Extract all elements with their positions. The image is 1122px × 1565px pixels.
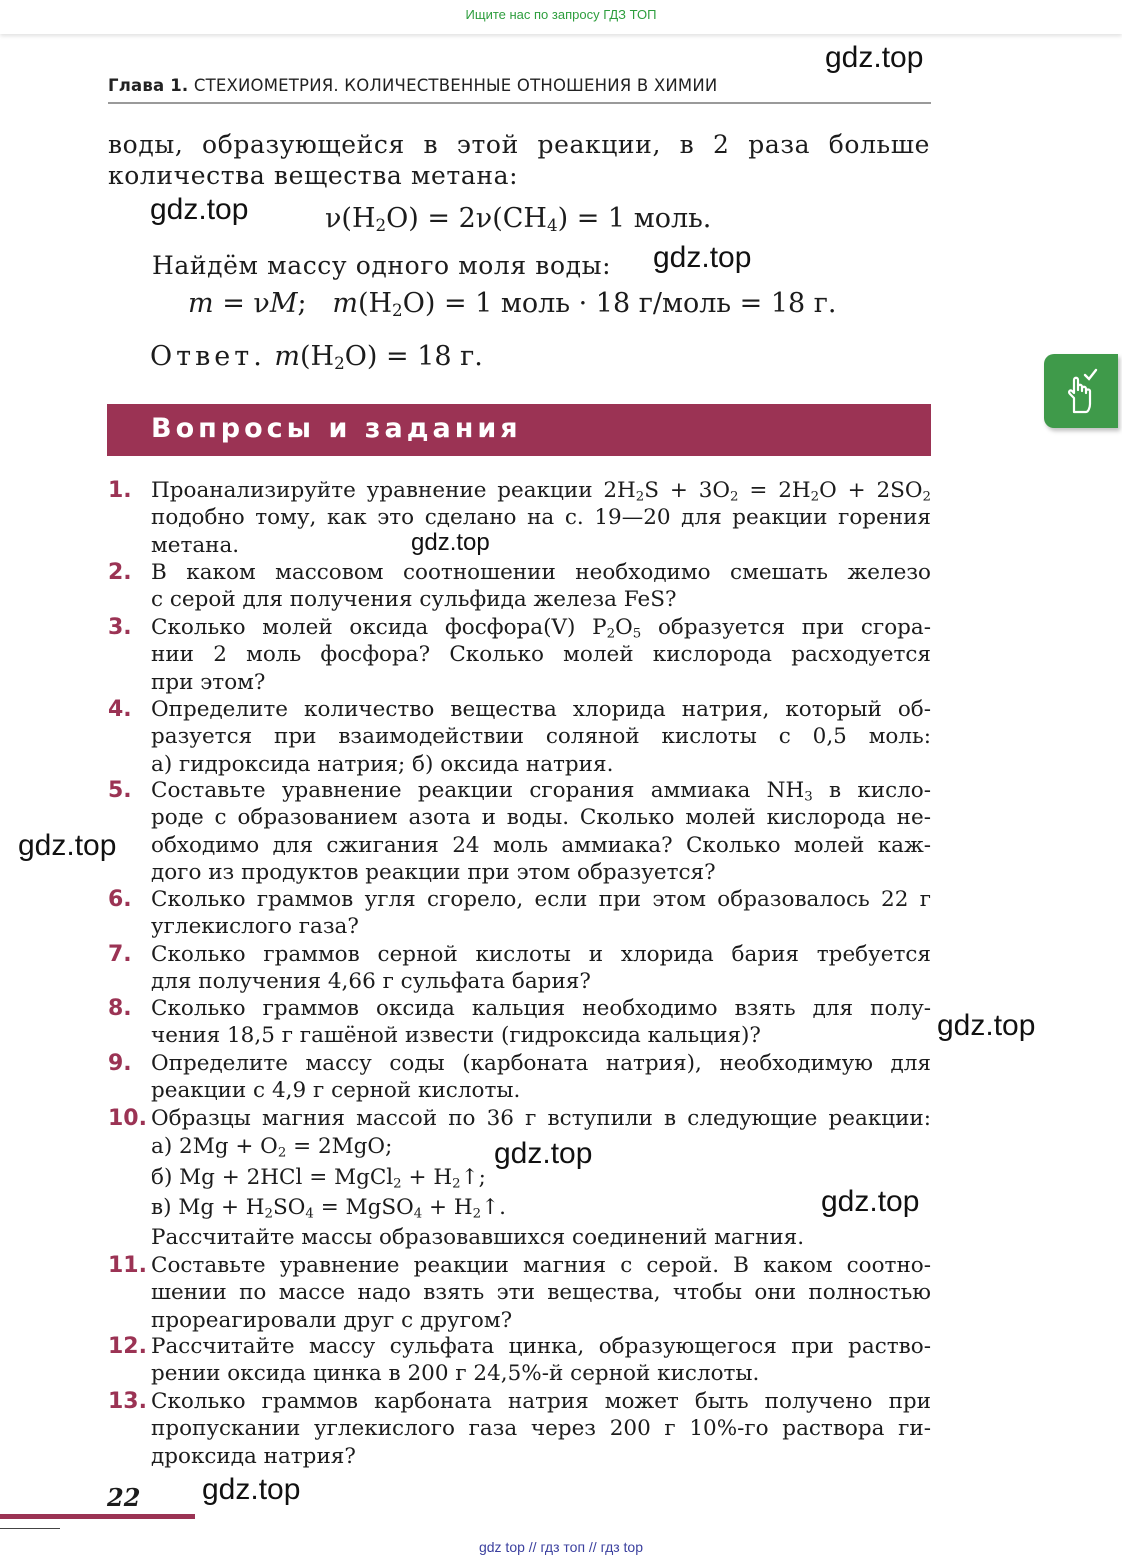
page-number: 22 [107,1483,141,1512]
question-number: 3. [108,615,132,640]
answer-label: Ответ. [150,341,266,372]
question-number: 8. [108,996,132,1021]
answer-line: Ответ. $m(H_2O) = 18$ г. [150,341,483,374]
question-number: 12. [108,1334,147,1359]
find-mass-text: Найдём массу одного моля воды: [152,251,612,280]
top-search-banner [0,0,1122,34]
watermark: gdz.top [821,1185,920,1218]
watermark: gdz.top [937,1009,1036,1042]
intro-line-1: воды, образующейся в этой реакции, в 2 раза больше [108,130,930,159]
question-number: 4. [108,697,132,722]
formula-moles-water: $\nu(H_2O) = 2\nu(CH_4) = 1$ моль. [325,203,712,236]
question-text: В каком массовом соотношении необходимо смешать железо с серой для получения сульфида железа FeS? [151,560,931,613]
section-banner [107,404,931,456]
question-text: Составьте уравнение реакции сгорания аммиака $NH_3$ в кисло- роде с образованием азота и воды. Сколько молей кислорода не- обходимо для сжигания 24 моль аммиака? Сколько молей каж- дого из продуктов реакции при этом образуется? [151,778,932,885]
question-number: 7. [108,942,132,967]
formula-mass-water: m = νM; $m(H_2O) = 1$ моль · 18 г/моль = 18 г. [188,288,837,321]
question-number: 13. [108,1389,147,1414]
search-hint-text: Ищите нас по запросу ГДЗ ТОП [465,7,657,22]
watermark: gdz.top [494,1137,593,1170]
question-text: Определите количество вещества хлорида натрия, который об- разуется при взаимодействии соляной кислоты с 0,5 моль: а) гидроксида натрия; б) оксида натрия. [151,697,931,777]
watermark: gdz.top [18,829,117,862]
question-text: Сколько граммов серной кислоты и хлорида бария требуется для получения 4,66 г сульфата бария? [151,942,931,995]
question-number: 6. [108,887,132,912]
chapter-header [108,76,930,95]
question-number: 9. [108,1051,132,1076]
intro-line-2: количества вещества метана: [108,161,519,190]
page-number-rule [0,1514,195,1519]
watermark: gdz.top [202,1473,301,1506]
question-number: 10. [108,1106,147,1131]
watermark: gdz.top [411,529,490,556]
question-number: 5. [108,778,132,803]
question-text: Проанализируйте уравнение реакции $2H_2S + 3O_2 = 2H_2O + 2SO_2$ подобно тому, как это сделано на с. 19—20 для реакции горения метана. [151,478,931,558]
question-text: Сколько граммов угля сгорело, если при этом образовалось 22 г углекислого газа? [151,887,931,940]
watermark: gdz.top [653,241,752,274]
question-text: Определите массу соды (карбоната натрия), необходимую для реакции с 4,9 г серной кислоты. [151,1051,931,1104]
question-number: 1. [108,478,132,503]
section-title: Вопросы и задания [151,413,522,444]
watermark: gdz.top [150,193,249,226]
page-corner-line [0,1528,60,1529]
question-text: Составьте уравнение реакции магния с серой. В каком соотно- шении по массе надо взять эти вещества, чтобы они полностью прореагировали друг с другом? [151,1253,931,1333]
chapter-divider [108,102,931,104]
chapter-title: СТЕХИОМЕТРИЯ. КОЛИЧЕСТВЕННЫЕ ОТНОШЕНИЯ В ХИМИИ [193,76,718,95]
question-text: Образцы магния массой по 36 г вступили в следующие реакции: а) $2Mg + O_2 = 2MgO$; б) Mg + 2HCl = MgCl$_2$ + $H_2↑$; в) $Mg + H_2SO_4$ = MgSO$_4$ + $H_2↑$. Рассчитайте массы образовавшихся соединений магния. [151,1106,931,1250]
watermark: gdz.top [825,41,924,74]
question-text: Рассчитайте массу сульфата цинка, образующегося при раство- рении оксида цинка в 200 г 24,5%-й серной кислоты. [151,1334,931,1387]
chapter-label: Глава 1. [108,76,189,95]
footer-links[interactable]: gdz top // гдз топ // гдз top [478,1539,644,1555]
question-number: 11. [108,1253,147,1278]
question-text: Сколько граммов карбоната натрия может быть получено при пропускании углекислого газа через 200 г 10%-го раствора ги- дроксида натрия? [151,1389,931,1469]
side-action-button[interactable] [1044,354,1118,428]
question-text: Сколько граммов оксида кальция необходимо взять для полу- чения 18,5 г гашёной извести (гидроксида кальция)? [151,996,931,1049]
question-text: Сколько молей оксида фосфора(V) $P_2O_5$ образуется при сгора- нии 2 моль фосфора? Сколько молей кислорода расходуется при этом? [151,615,931,695]
question-number: 2. [108,560,132,585]
tap-hand-check-icon [1062,368,1100,414]
